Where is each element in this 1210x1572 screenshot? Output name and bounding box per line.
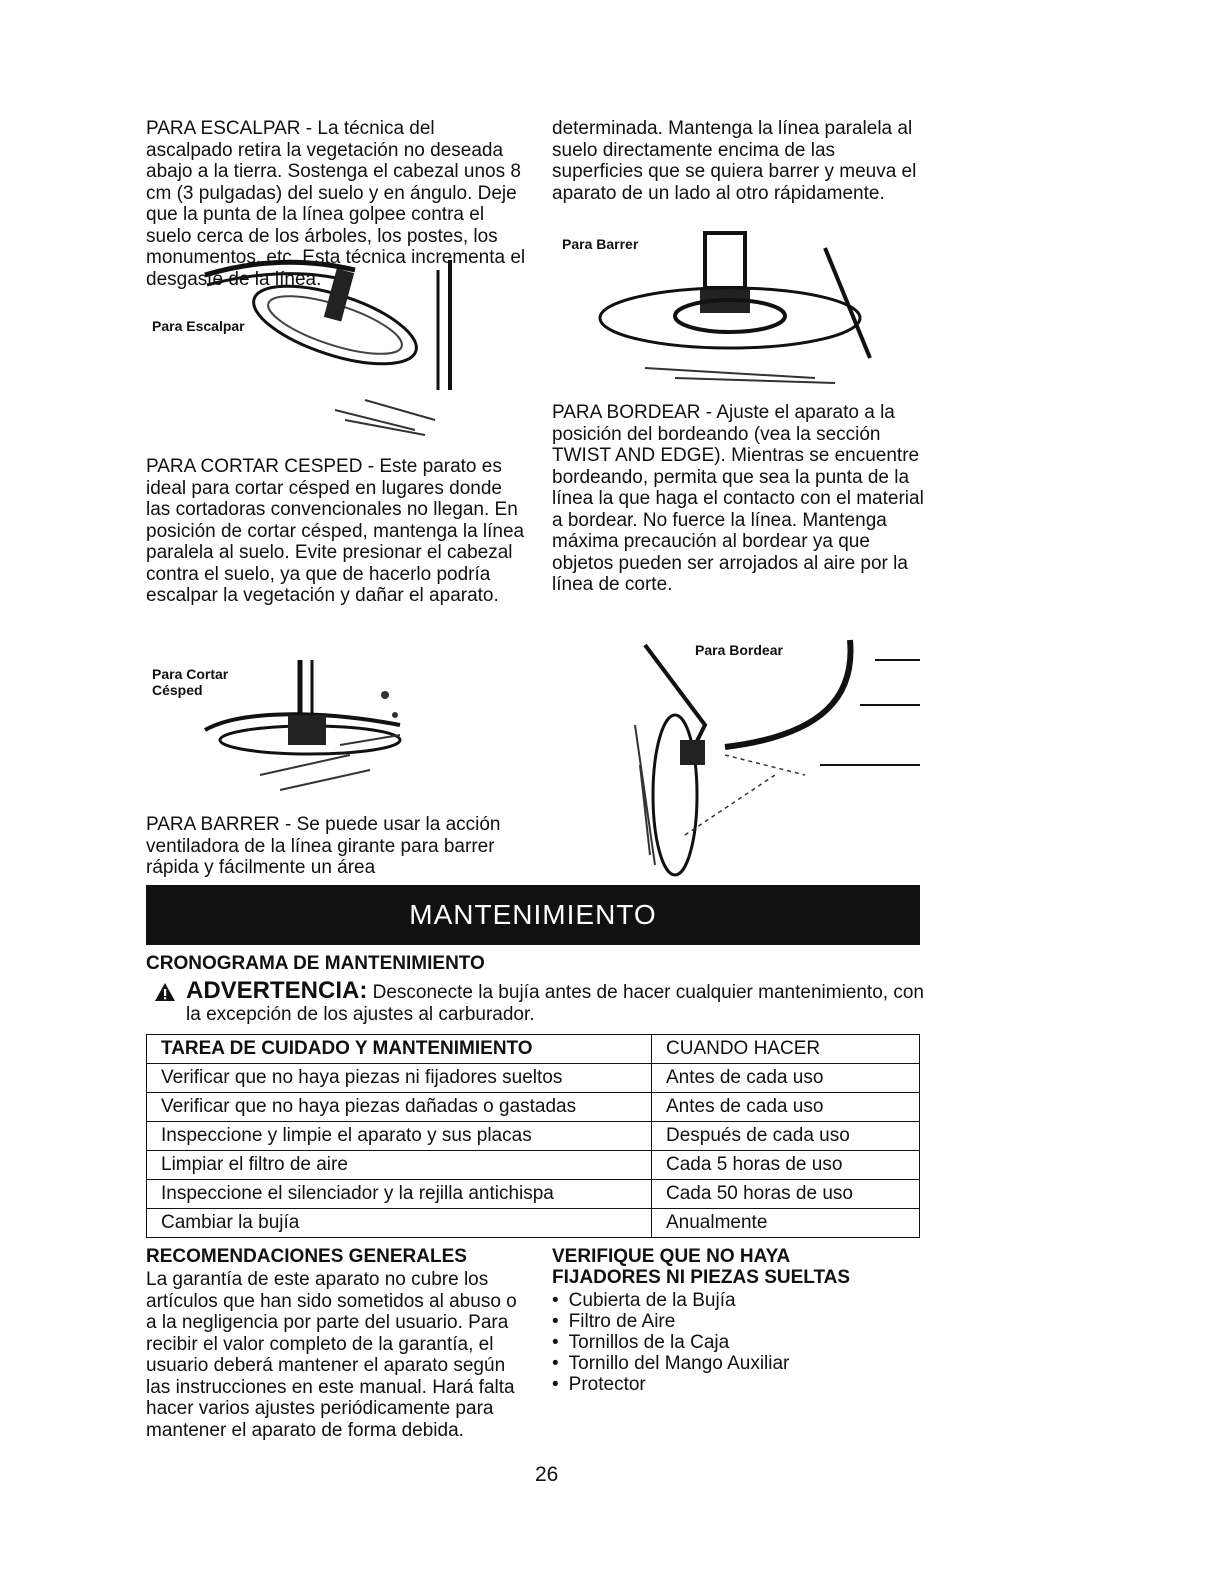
bordear-illustration bbox=[625, 635, 925, 880]
list-item: • Filtro de Aire bbox=[552, 1311, 789, 1332]
warning-block bbox=[146, 977, 926, 1026]
table-header-row bbox=[147, 1035, 920, 1064]
when-cell: Antes de cada uso bbox=[652, 1093, 920, 1122]
warning-icon bbox=[154, 982, 176, 1002]
schedule-heading: CRONOGRAMA DE MANTENIMIENTO bbox=[146, 953, 485, 974]
cortar-caption-line1: Para Cortar bbox=[152, 666, 229, 682]
cortar-paragraph: PARA CORTAR CESPED - Este parato es ideal para cortar césped en lugares donde las cortadoras convencionales no llegan. En posición de cortar césped, mantenga la línea paralela al suelo. Evite presionar el cabezal contra el suelo, ya que de hacerlo podría escalpar la vegetación y dañar el aparato. bbox=[146, 456, 525, 606]
table-header-task: TAREA DE CUIDADO Y MANTENIMIENTO bbox=[147, 1035, 652, 1064]
maintenance-banner: MANTENIMIENTO bbox=[146, 885, 920, 945]
verify-heading: VERIFIQUE QUE NO HAYA FIJADORES NI PIEZAS SUELTAS bbox=[552, 1246, 851, 1288]
verify-list bbox=[552, 1290, 789, 1395]
escalpar-paragraph: PARA ESCALPAR - La técnica del ascalpado retira la vegetación no deseada abajo a la tierra. Sostenga el cabezal unos 8 cm (3 pulgadas) del suelo y en ángulo. Deje que la punta de la línea golpee contra el suelo cerca de los árboles, los postes, los monumentos, etc. Esta técnica incrementa el desgaste de la línea. bbox=[146, 118, 526, 290]
barrer-continued-paragraph: determinada. Mantenga la línea paralela al suelo directamente encima de las superficies que se quiera barrer y meuva el aparato de un lado al otro rápidamente. bbox=[552, 118, 917, 204]
bordear-caption: Para Bordear bbox=[695, 642, 783, 658]
task-cell: Verificar que no haya piezas ni fijadores sueltos bbox=[147, 1064, 652, 1093]
recommendations-heading: RECOMENDACIONES GENERALES bbox=[146, 1246, 467, 1267]
table-row bbox=[147, 1122, 920, 1151]
bordear-paragraph: PARA BORDEAR - Ajuste el aparato a la posición del bordeando (vea la sección TWIST AND EDGE). Mientras se encuentre bordeando, permita que sea la punta de la línea la que haga el contacto con el material a bordear. No fuerce la línea. Mantenga máxima precaución al bordear ya que objetos pueden ser arrojados al aire por la línea de corte. bbox=[552, 402, 924, 595]
list-item: • Cubierta de la Bujía bbox=[552, 1290, 789, 1311]
task-cell: Limpiar el filtro de aire bbox=[147, 1151, 652, 1180]
when-cell: Cada 5 horas de uso bbox=[652, 1151, 920, 1180]
table-row bbox=[147, 1209, 920, 1238]
barrer-illustration bbox=[585, 228, 885, 388]
list-item: • Tornillo del Mango Auxiliar bbox=[552, 1353, 789, 1374]
cortar-caption-line2: Césped bbox=[152, 682, 203, 698]
barrer-caption: Para Barrer bbox=[562, 236, 639, 252]
table-row bbox=[147, 1151, 920, 1180]
barrer-paragraph: PARA BARRER - Se puede usar la acción ventiladora de la línea girante para barrer rápida y fácilmente un área bbox=[146, 814, 501, 878]
table-row bbox=[147, 1064, 920, 1093]
when-cell: Cada 50 horas de uso bbox=[652, 1180, 920, 1209]
table-row bbox=[147, 1093, 920, 1122]
task-cell: Verificar que no haya piezas dañadas o gastadas bbox=[147, 1093, 652, 1122]
task-cell: Inspeccione el silenciador y la rejilla antichispa bbox=[147, 1180, 652, 1209]
task-cell: Cambiar la bujía bbox=[147, 1209, 652, 1238]
when-cell: Antes de cada uso bbox=[652, 1064, 920, 1093]
task-cell: Inspeccione y limpie el aparato y sus placas bbox=[147, 1122, 652, 1151]
page-number: 26 bbox=[535, 1463, 559, 1486]
warning-title: ADVERTENCIA: bbox=[186, 977, 368, 1004]
maintenance-table bbox=[146, 1034, 920, 1238]
when-cell: Anualmente bbox=[652, 1209, 920, 1238]
escalpar-caption: Para Escalpar bbox=[152, 318, 245, 334]
table-row bbox=[147, 1180, 920, 1209]
cortar-illustration bbox=[200, 655, 420, 805]
table-header-when: CUANDO HACER bbox=[652, 1035, 920, 1064]
warning-text: Desconecte la bujía antes de hacer cualquier mantenimiento, con la excepción de los ajustes al carburador. bbox=[186, 982, 924, 1025]
list-item: • Tornillos de la Caja bbox=[552, 1332, 789, 1353]
list-item: • Protector bbox=[552, 1374, 789, 1395]
when-cell: Después de cada uso bbox=[652, 1122, 920, 1151]
escalpar-illustration bbox=[195, 250, 485, 450]
recommendations-paragraph: La garantía de este aparato no cubre los artículos que han sido sometidos al abuso o a la negligencia por parte del usuario. Para recibir el valor completo de la garantía, el usuario deberá mantener el aparato según las instrucciones en este manual. Hará falta hacer varios ajustes periódicamente para mantener el aparato de forma debida. bbox=[146, 1269, 517, 1441]
